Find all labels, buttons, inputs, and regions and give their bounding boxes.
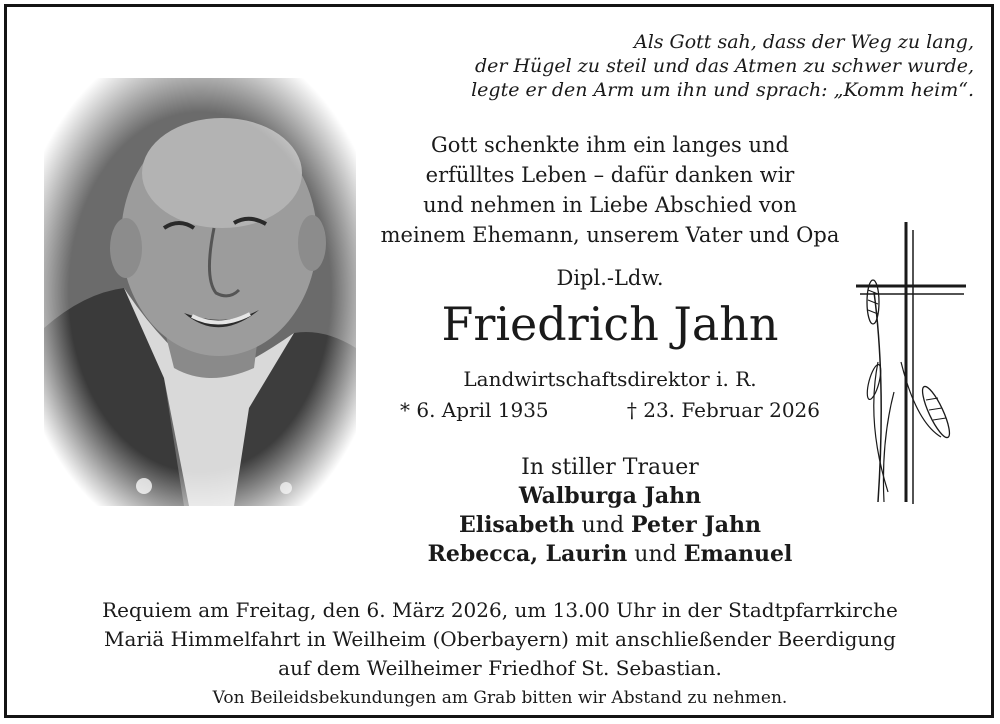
poem-line: Als Gott sah, dass der Weg zu lang, [633, 31, 974, 53]
academic-title: Dipl.-Ldw. [556, 266, 664, 290]
condolence-note: Von Beileidsbekundungen am Grab bitten wir Abstand zu nehmen. [212, 688, 788, 708]
mourner-name: Elisabeth [458, 512, 575, 538]
deceased-name: Friedrich Jahn [441, 297, 779, 351]
intro-line: meinem Ehemann, unserem Vater und Opa [380, 223, 840, 247]
requiem-line: Mariä Himmelfahrt in Weilheim (Oberbayern) mit anschließender Beerdigung [104, 627, 896, 651]
poem [374, 30, 974, 102]
mourners-intro: In stiller Trauer [521, 455, 699, 480]
mourner-name: Rebecca, Laurin [427, 541, 628, 567]
intro-line: erfülltes Leben – dafür danken wir [425, 163, 795, 187]
conjunction: und [627, 542, 684, 567]
mourner-name: Emanuel [683, 541, 793, 567]
requiem-line: auf dem Weilheimer Friedhof St. Sebastian. [278, 656, 722, 680]
profession: Landwirtschaftsdirektor i. R. [463, 367, 757, 391]
intro-text [360, 130, 860, 250]
mourner-name: Walburga Jahn [518, 483, 702, 509]
portrait-photo [44, 78, 356, 506]
mourners [360, 454, 860, 569]
intro-line: und nehmen in Liebe Abschied von [423, 193, 797, 217]
cross-wheat-icon [846, 222, 976, 512]
death-date: † 23. Februar 2026 [626, 398, 820, 422]
poem-line: der Hügel zu steil und das Atmen zu schwer wurde, [474, 55, 974, 77]
intro-line: Gott schenkte ihm ein langes und [430, 133, 789, 157]
birth-date: * 6. April 1935 [400, 398, 549, 422]
requiem-line: Requiem am Freitag, den 6. März 2026, um 13.00 Uhr in der Stadtpfarrkirche [102, 598, 898, 622]
mourner-name: Peter Jahn [631, 512, 762, 538]
life-dates [400, 398, 820, 422]
poem-line: legte er den Arm um ihn und sprach: „Komm heim“. [471, 79, 974, 101]
requiem-info [60, 596, 940, 683]
conjunction: und [574, 513, 632, 538]
